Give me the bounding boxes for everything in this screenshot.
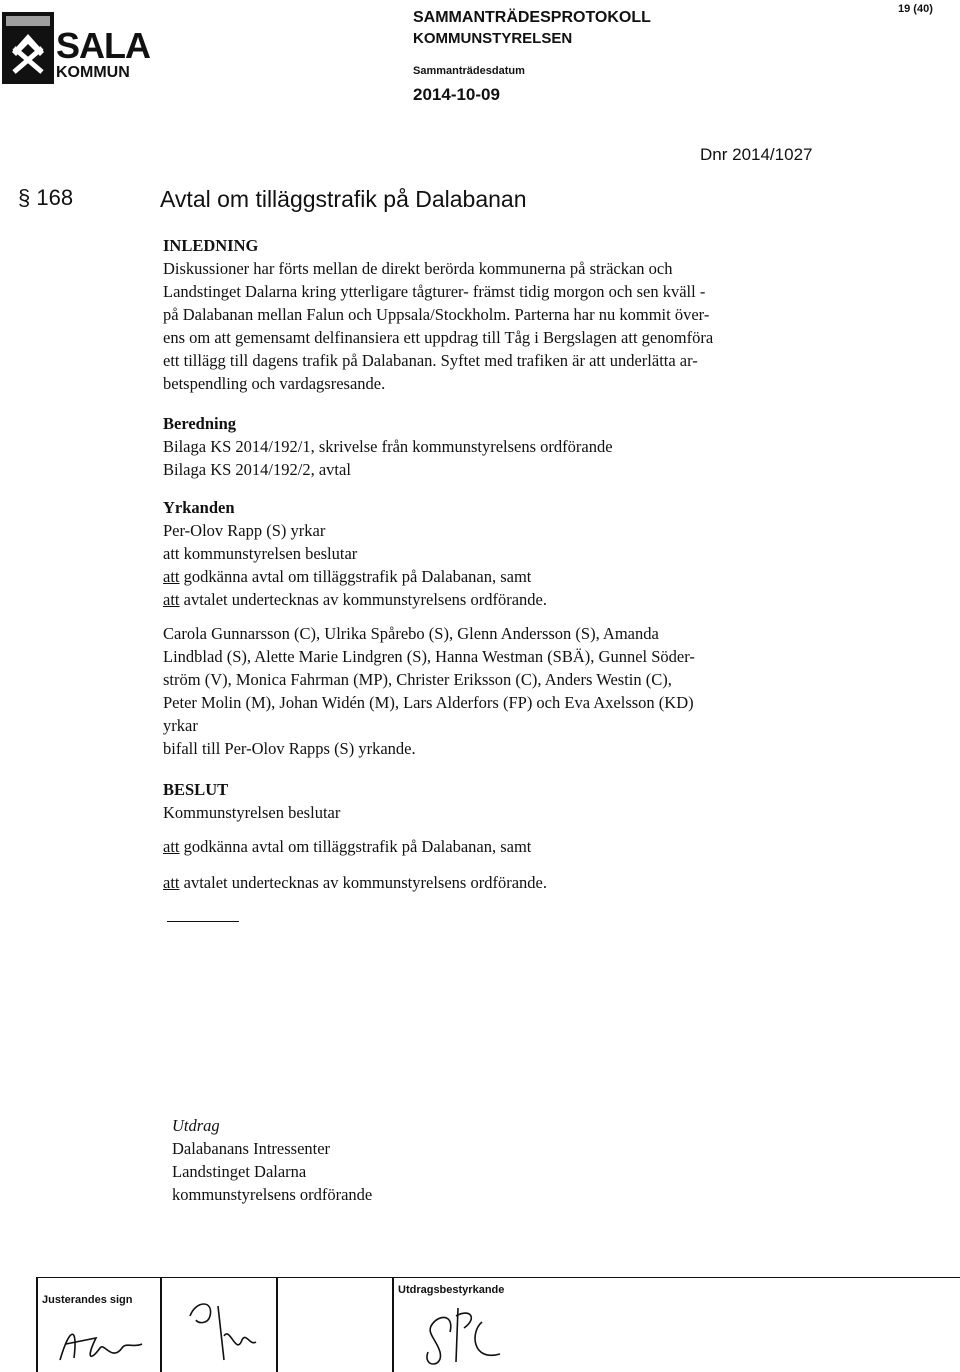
support-line: bifall till Per-Olov Rapps (S) yrkande. [163, 739, 416, 758]
support-section [163, 622, 803, 760]
signature-footer [36, 1277, 960, 1372]
section-title: Avtal om tilläggstrafik på Dalabanan [160, 186, 527, 212]
beredning-line: Bilaga KS 2014/192/2, avtal [163, 460, 351, 479]
section-number: § 168 [18, 185, 74, 210]
page-number: 19 (40) [898, 3, 933, 15]
support-line: Lindblad (S), Alette Marie Lindgren (S), Hanna Westman (SBÄ), Gunnel Söder- [163, 647, 695, 666]
footer-divider [392, 1278, 394, 1372]
beslut-att-1 [163, 835, 803, 858]
att-text: godkänna avtal om tilläggstrafik på Dalabanan, samt [179, 567, 532, 586]
inledning-heading: INLEDNING [163, 236, 259, 255]
att-word: att [163, 567, 180, 586]
support-line: Peter Molin (M), Johan Widén (M), Lars Alderfors (FP) och Eva Axelsson (KD) [163, 693, 694, 712]
footer-divider [36, 1278, 38, 1372]
beredning-line: Bilaga KS 2014/192/1, skrivelse från kommunstyrelsens ordförande [163, 437, 613, 456]
signature-1-icon [56, 1318, 146, 1368]
inledning-line: Landstinget Dalarna kring ytterligare tågturer- främst tidig morgon och sen kväll - [163, 282, 706, 301]
beslut-intro: Kommunstyrelsen beslutar [163, 803, 341, 822]
footer-divider [160, 1278, 162, 1372]
logo-name: SALA [56, 25, 150, 66]
yrkanden-heading: Yrkanden [163, 498, 235, 517]
protocol-title: SAMMANTRÄDESPROTOKOLL [413, 9, 651, 26]
utdrag-line: Dalabanans Intressenter [172, 1139, 331, 1158]
board-name: KOMMUNSTYRELSEN [413, 30, 573, 47]
divider [167, 921, 239, 922]
inledning-section [163, 234, 803, 395]
att-item [163, 565, 803, 588]
justerandes-label: Justerandes sign [42, 1294, 133, 1306]
signature-2-icon [184, 1296, 264, 1366]
utdrag-heading: Utdrag [172, 1116, 220, 1135]
utdrag-line: kommunstyrelsens ordförande [172, 1185, 373, 1204]
support-line: ström (V), Monica Fahrman (MP), Christer Eriksson (C), Anders Westin (C), [163, 670, 672, 689]
yrkanden-section [163, 496, 803, 611]
footer-divider [276, 1278, 278, 1372]
yrkanden-line: att kommunstyrelsen beslutar [163, 544, 358, 563]
att-text: avtalet undertecknas av kommunstyrelsens ordförande. [179, 873, 547, 892]
date-label: Sammanträdesdatum [413, 65, 525, 77]
support-line: yrkar [163, 716, 198, 735]
inledning-line: ens om att gemensamt delfinansiera ett uppdrag till Tåg i Bergslagen att genomföra [163, 328, 714, 347]
yrkanden-line: Per-Olov Rapp (S) yrkar [163, 521, 326, 540]
beslut-heading: BESLUT [163, 780, 229, 799]
meeting-date: 2014-10-09 [413, 85, 500, 104]
att-word: att [163, 590, 180, 609]
att-word: att [163, 873, 180, 892]
beredning-heading: Beredning [163, 414, 237, 433]
att-text: avtalet undertecknas av kommunstyrelsens ordförande. [179, 590, 547, 609]
beslut-att-2 [163, 871, 803, 894]
beredning-section [163, 412, 803, 481]
crest-icon [2, 12, 54, 84]
signature-3-icon [420, 1302, 510, 1370]
inledning-line: betspendling och vardagsresande. [163, 374, 386, 393]
att-text: godkänna avtal om tilläggstrafik på Dalabanan, samt [179, 837, 532, 856]
att-item [163, 588, 803, 611]
att-word: att [163, 837, 180, 856]
utdrag-section [172, 1114, 812, 1206]
diary-number: Dnr 2014/1027 [700, 145, 813, 164]
inledning-line: ett tillägg till dagens trafik på Dalabanan. Syftet med trafiken är att underlätta ar- [163, 351, 698, 370]
inledning-line: Diskussioner har förts mellan de direkt berörda kommunerna på sträckan och [163, 259, 673, 278]
utdragsbestyrkande-label: Utdragsbestyrkande [398, 1284, 505, 1296]
logo-sub: KOMMUN [56, 64, 130, 81]
beslut-section [163, 778, 803, 824]
utdrag-line: Landstinget Dalarna [172, 1162, 307, 1181]
inledning-line: på Dalabanan mellan Falun och Uppsala/Stockholm. Parterna har nu kommit över- [163, 305, 710, 324]
logo [0, 0, 150, 100]
support-line: Carola Gunnarsson (C), Ulrika Spårebo (S), Glenn Andersson (S), Amanda [163, 624, 659, 643]
